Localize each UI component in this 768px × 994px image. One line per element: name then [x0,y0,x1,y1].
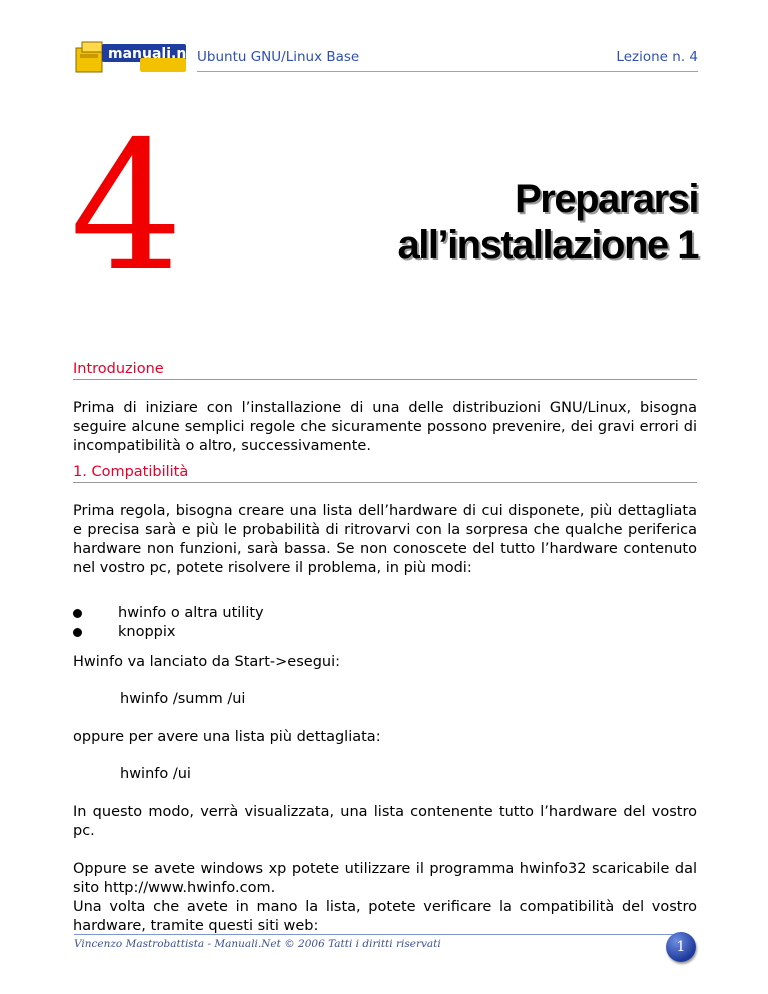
header-title: Ubuntu GNU/Linux Base [197,49,360,65]
footer-credit: Vincenzo Mastrobattista - Manuali.Net © 2006 Tatti i diritti riservati [74,938,441,950]
page-header [74,38,698,74]
result-paragraph: In questo modo, verrà visualizzata, una lista contenente tutto l’hardware del vostro pc. [73,804,697,839]
list-item-text: knoppix [118,624,176,640]
chapter-title-line-2: all’installazione 1 [397,223,698,267]
section-heading-compatibilita: 1. Compatibilità [73,464,697,483]
section-heading-introduzione: Introduzione [73,361,697,380]
compat-paragraph: Prima regola, bisogna creare una lista dell’hardware di cui disponete, più dettagliata e precisa sarà e più le probabilità di ritrovarvi con la sorpresa che qualche periferica hardware non funzioni, sarà bassa. Se non conoscete del tutto l’hardware contenuto nel vostro pc, potete risolvere il problema, in più modi: [73,503,697,576]
manuali-net-logo [74,38,203,74]
chapter-title-line-1: Prepararsi [515,177,698,221]
intro-paragraph: Prima di iniziare con l’installazione di una delle distribuzioni GNU/Linux, bisogna seguire alcune semplici regole che sicuramente possono prevenire, dei gravi errori di incompatibilità o altro, successivamente. [73,400,697,454]
bullet-icon [73,609,82,618]
chapter-number: 4 [70,103,184,310]
lesson-number: Lezione n. 4 [616,49,698,65]
detail-paragraph: oppure per avere una lista più dettagliata: [73,729,381,745]
command-summary: hwinfo /summ /ui [120,691,246,707]
verify-paragraph: Una volta che avete in mano la lista, potete verificare la compatibilità del vostro hardware, tramite questi siti web: [73,899,697,934]
list-item [73,623,264,642]
svg-text:manuali.net: manuali.net [108,46,203,62]
page-number-badge: 1 [666,932,696,962]
list-item [73,604,264,623]
command-detailed: hwinfo /ui [120,766,191,782]
windows-paragraph: Oppure se avete windows xp potete utilizzare il programma hwinfo32 scaricabile dal sito http://www.hwinfo.com. [73,861,697,896]
header-divider [197,71,698,72]
chapter-title [397,176,698,268]
list-item-text: hwinfo o altra utility [118,605,264,621]
hwinfo-paragraph: Hwinfo va lanciato da Start->esegui: [73,654,341,670]
utility-list [73,604,264,642]
bullet-icon [73,628,82,637]
footer-divider [74,934,674,935]
